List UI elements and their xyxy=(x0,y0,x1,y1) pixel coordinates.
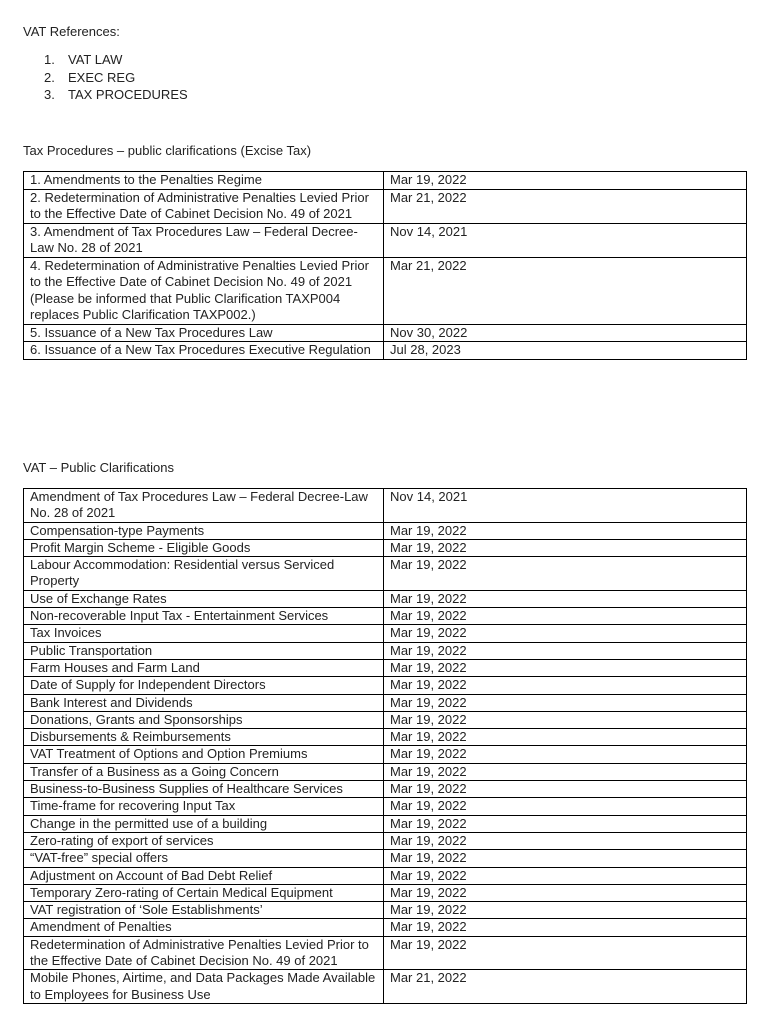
clarification-title: Business-to-Business Supplies of Healthcare Services xyxy=(24,781,384,798)
clarification-date: Mar 19, 2022 xyxy=(384,798,747,815)
table-row xyxy=(24,625,747,642)
clarification-title: “VAT-free” special offers xyxy=(24,850,384,867)
clarification-date: Mar 19, 2022 xyxy=(384,694,747,711)
table-row xyxy=(24,902,747,919)
clarification-date: Mar 19, 2022 xyxy=(384,557,747,591)
clarification-date: Mar 19, 2022 xyxy=(384,729,747,746)
clarification-date: Mar 19, 2022 xyxy=(384,832,747,849)
clarification-date: Mar 19, 2022 xyxy=(384,539,747,556)
references-heading: VAT References: xyxy=(23,24,120,39)
clarification-title: 1. Amendments to the Penalties Regime xyxy=(24,172,384,190)
clarification-date: Mar 19, 2022 xyxy=(384,608,747,625)
table-row xyxy=(24,867,747,884)
table-row xyxy=(24,489,747,523)
table-row xyxy=(24,189,747,223)
table-row xyxy=(24,832,747,849)
table-row xyxy=(24,342,747,360)
table-row xyxy=(24,919,747,936)
clarification-date: Mar 19, 2022 xyxy=(384,815,747,832)
clarification-date: Mar 21, 2022 xyxy=(384,189,747,223)
clarification-date: Mar 19, 2022 xyxy=(384,590,747,607)
clarification-title: Profit Margin Scheme - Eligible Goods xyxy=(24,539,384,556)
reference-item xyxy=(23,51,323,69)
reference-item-label: VAT LAW xyxy=(68,52,123,67)
clarification-date: Mar 19, 2022 xyxy=(384,711,747,728)
clarification-title: Use of Exchange Rates xyxy=(24,590,384,607)
clarification-date: Nov 14, 2021 xyxy=(384,223,747,257)
clarification-title: Farm Houses and Farm Land xyxy=(24,659,384,676)
clarification-date: Jul 28, 2023 xyxy=(384,342,747,360)
clarification-title: Adjustment on Account of Bad Debt Relief xyxy=(24,867,384,884)
clarification-date: Nov 14, 2021 xyxy=(384,489,747,523)
table-row xyxy=(24,659,747,676)
vat-clarifications-table xyxy=(23,488,747,1004)
clarification-title: Non-recoverable Input Tax - Entertainment Services xyxy=(24,608,384,625)
reference-item-number: 1. xyxy=(44,52,55,67)
table-row xyxy=(24,557,747,591)
table-row xyxy=(24,642,747,659)
clarification-date: Mar 19, 2022 xyxy=(384,642,747,659)
table-row xyxy=(24,763,747,780)
vat-heading: VAT – Public Clarifications xyxy=(23,460,175,475)
clarification-title: Labour Accommodation: Residential versus Serviced Property xyxy=(24,557,384,591)
table-row xyxy=(24,522,747,539)
clarification-date: Mar 19, 2022 xyxy=(384,625,747,642)
clarification-title: Disbursements & Reimbursements xyxy=(24,729,384,746)
table-row xyxy=(24,711,747,728)
table-row xyxy=(24,223,747,257)
clarification-title: Public Transportation xyxy=(24,642,384,659)
table-row xyxy=(24,590,747,607)
reference-item-number: 3. xyxy=(44,87,55,102)
clarification-date: Mar 19, 2022 xyxy=(384,659,747,676)
table-row xyxy=(24,608,747,625)
clarification-title: Change in the permitted use of a building xyxy=(24,815,384,832)
clarification-date: Mar 19, 2022 xyxy=(384,763,747,780)
clarification-title: Transfer of a Business as a Going Concern xyxy=(24,763,384,780)
clarification-date: Mar 19, 2022 xyxy=(384,781,747,798)
table-row xyxy=(24,539,747,556)
table-row xyxy=(24,257,747,324)
clarification-title: 2. Redetermination of Administrative Penalties Levied Prior to the Effective Date of Cabinet Decision No. 49 of 2021 xyxy=(24,189,384,223)
tax-procedures-heading: Tax Procedures – public clarifications (Excise Tax) xyxy=(23,143,312,158)
clarification-date: Mar 19, 2022 xyxy=(384,867,747,884)
clarification-title: 6. Issuance of a New Tax Procedures Executive Regulation xyxy=(24,342,384,360)
clarification-title: 5. Issuance of a New Tax Procedures Law xyxy=(24,324,384,342)
clarification-title: 4. Redetermination of Administrative Penalties Levied Prior to the Effective Date of Cabinet Decision No. 49 of 2021 (Please be informed that Public Clarification TAXP004 replaces Public Clarification TAXP002.) xyxy=(24,257,384,324)
clarification-title: Amendment of Tax Procedures Law – Federal Decree-Law No. 28 of 2021 xyxy=(24,489,384,523)
clarification-title: Zero-rating of export of services xyxy=(24,832,384,849)
tax-procedures-table xyxy=(23,171,747,360)
clarification-title: 3. Amendment of Tax Procedures Law – Federal Decree-Law No. 28 of 2021 xyxy=(24,223,384,257)
table-row xyxy=(24,729,747,746)
clarification-title: Date of Supply for Independent Directors xyxy=(24,677,384,694)
clarification-date: Mar 19, 2022 xyxy=(384,850,747,867)
table-row xyxy=(24,324,747,342)
clarification-date: Mar 19, 2022 xyxy=(384,919,747,936)
reference-item-label: EXEC REG xyxy=(68,69,136,85)
clarification-date: Mar 19, 2022 xyxy=(384,936,747,970)
references-list xyxy=(23,51,323,104)
reference-item-number: 2. xyxy=(44,69,55,85)
clarification-title: Redetermination of Administrative Penalties Levied Prior to the Effective Date of Cabinet Decision No. 49 of 2021 xyxy=(24,936,384,970)
clarification-date: Mar 19, 2022 xyxy=(384,677,747,694)
clarification-date: Mar 21, 2022 xyxy=(384,970,747,1004)
clarification-title: VAT registration of ‘Sole Establishments’ xyxy=(24,902,384,919)
table-row xyxy=(24,677,747,694)
reference-item xyxy=(23,86,323,104)
clarification-title: Time-frame for recovering Input Tax xyxy=(24,798,384,815)
table-row xyxy=(24,815,747,832)
clarification-title: Tax Invoices xyxy=(24,625,384,642)
clarification-date: Mar 19, 2022 xyxy=(384,884,747,901)
clarification-title: VAT Treatment of Options and Option Premiums xyxy=(24,746,384,763)
table-row xyxy=(24,172,747,190)
reference-item xyxy=(23,69,323,87)
clarification-title: Compensation-type Payments xyxy=(24,522,384,539)
clarification-date: Mar 19, 2022 xyxy=(384,746,747,763)
table-row xyxy=(24,970,747,1004)
clarification-title: Donations, Grants and Sponsorships xyxy=(24,711,384,728)
clarification-date: Nov 30, 2022 xyxy=(384,324,747,342)
clarification-title: Mobile Phones, Airtime, and Data Packages Made Available to Employees for Business Use xyxy=(24,970,384,1004)
clarification-title: Temporary Zero-rating of Certain Medical Equipment xyxy=(24,884,384,901)
table-row xyxy=(24,781,747,798)
clarification-date: Mar 19, 2022 xyxy=(384,522,747,539)
clarification-title: Amendment of Penalties xyxy=(24,919,384,936)
table-row xyxy=(24,884,747,901)
clarification-title: Bank Interest and Dividends xyxy=(24,694,384,711)
clarification-date: Mar 21, 2022 xyxy=(384,257,747,324)
reference-item-label: TAX PROCEDURES xyxy=(68,87,188,102)
table-row xyxy=(24,798,747,815)
table-row xyxy=(24,936,747,970)
clarification-date: Mar 19, 2022 xyxy=(384,902,747,919)
table-row xyxy=(24,850,747,867)
table-row xyxy=(24,694,747,711)
clarification-date: Mar 19, 2022 xyxy=(384,172,747,190)
table-row xyxy=(24,746,747,763)
